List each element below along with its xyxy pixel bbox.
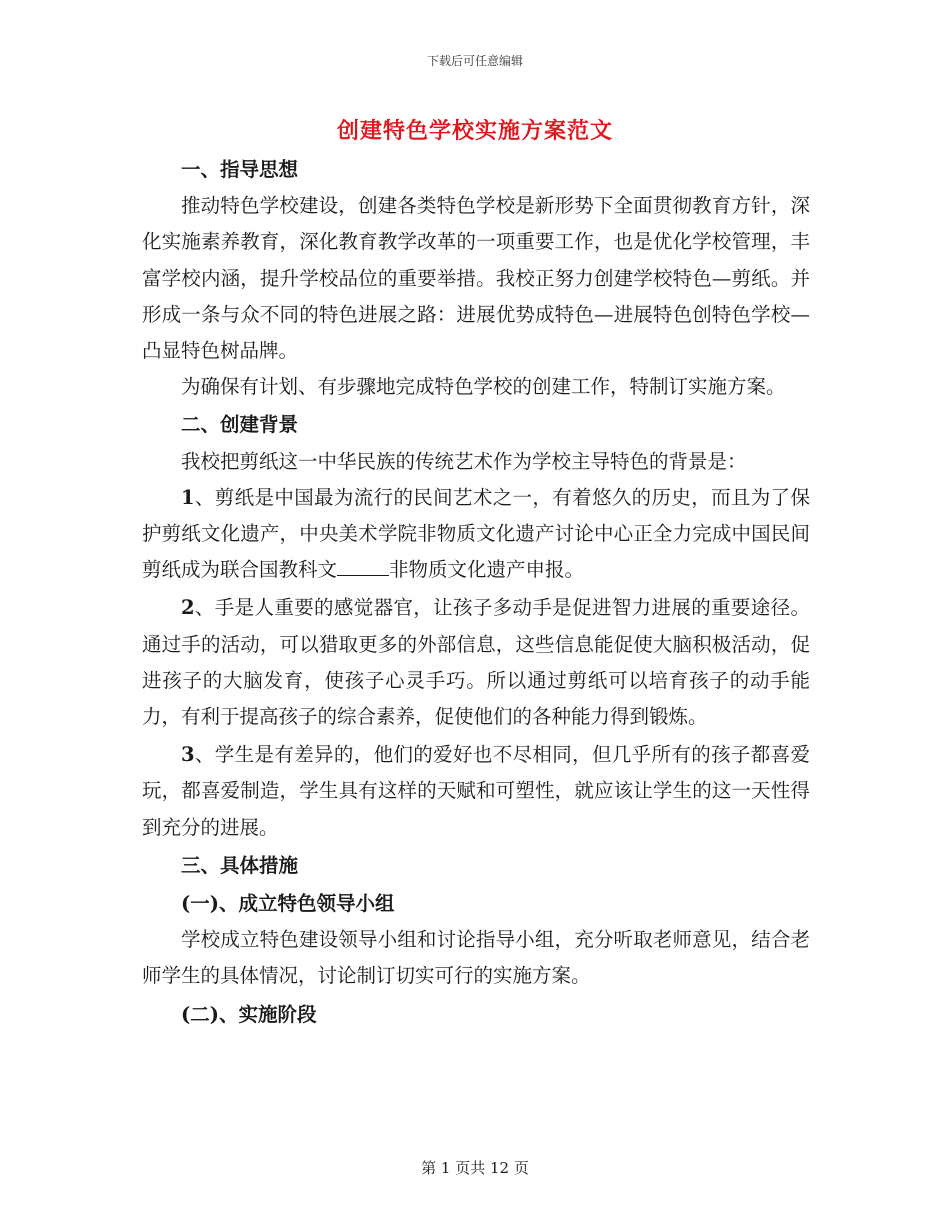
paragraph: 学校成立特色建设领导小组和讨论指导小组，充分听取老师意见，结合老师学生的具体情况，讨论制订切实可行的实施方案。 bbox=[142, 928, 810, 988]
list-item-text: 、手是人重要的感觉器官，让孩子多动手是促进智力进展的重要途径。通过手的活动，可以猎取更多的外部信息，这些信息能促使大脑积极活动，促进孩子的大脑发育，使孩子心灵手巧。所以通过剪纸可以培育孩子的动手能力，有利于提高孩子的综合素养，促使他们的各种能力得到锻炼。 bbox=[142, 596, 810, 729]
list-item-number: 3 bbox=[181, 743, 195, 767]
paragraph: 为确保有计划、有步骤地完成特色学校的创建工作，特制订实施方案。 bbox=[181, 375, 786, 399]
list-item-number: 1 bbox=[181, 485, 195, 509]
page-footer: 第 1 页共 12 页 bbox=[421, 1159, 529, 1177]
list-item bbox=[142, 590, 810, 735]
subsection-heading-implementation-stage: (二)、实施阶段 bbox=[181, 1002, 317, 1026]
section-heading-guiding-ideology: 一、指导思想 bbox=[181, 158, 299, 181]
list-item-text: 、学生是有差异的，他们的爱好也不尽相同，但几乎所有的孩子都喜爱玩，都喜爱制造，学生具有这样的天赋和可塑性，就应该让学生的这一天性得到充分的进展。 bbox=[142, 743, 810, 839]
list-item bbox=[142, 737, 810, 846]
paragraph: 推动特色学校建设，创建各类特色学校是新形势下全面贯彻教育方针，深化实施素养教育，深化教育教学改革的一项重要工作，也是优化学校管理，丰富学校内涵，提升学校品位的重要举措。我校正努力创建学校特色—剪纸。并形成一条与众不同的特色进展之路：进展优势成特色—进展特色创特色学校—凸显特色树品牌。 bbox=[142, 194, 810, 363]
list-item-text: 、剪纸是中国最为流行的民间艺术之一，有着悠久的历史，而且为了保护剪纸文化遗产，中央美术学院非物质文化遗产讨论中心正全力完成中国民间剪纸成为联合国教科文 bbox=[142, 485, 810, 582]
document-title: 创建特色学校实施方案范文 bbox=[336, 118, 613, 144]
subsection-heading-leadership-group: (一)、成立特色领导小组 bbox=[181, 892, 395, 916]
document-body bbox=[142, 152, 810, 1033]
list-item bbox=[142, 480, 810, 589]
page-header: 下载后可任意编辑 bbox=[426, 54, 523, 68]
section-heading-background: 二、创建背景 bbox=[181, 413, 299, 437]
paragraph: 我校把剪纸这一中华民族的传统艺术作为学校主导特色的背景是： bbox=[181, 449, 747, 473]
list-item-number: 2 bbox=[181, 596, 195, 620]
section-heading-measures: 三、具体措施 bbox=[181, 853, 299, 877]
blank-underline bbox=[337, 556, 389, 577]
list-item-text: 非物质文化遗产申报。 bbox=[389, 558, 585, 582]
